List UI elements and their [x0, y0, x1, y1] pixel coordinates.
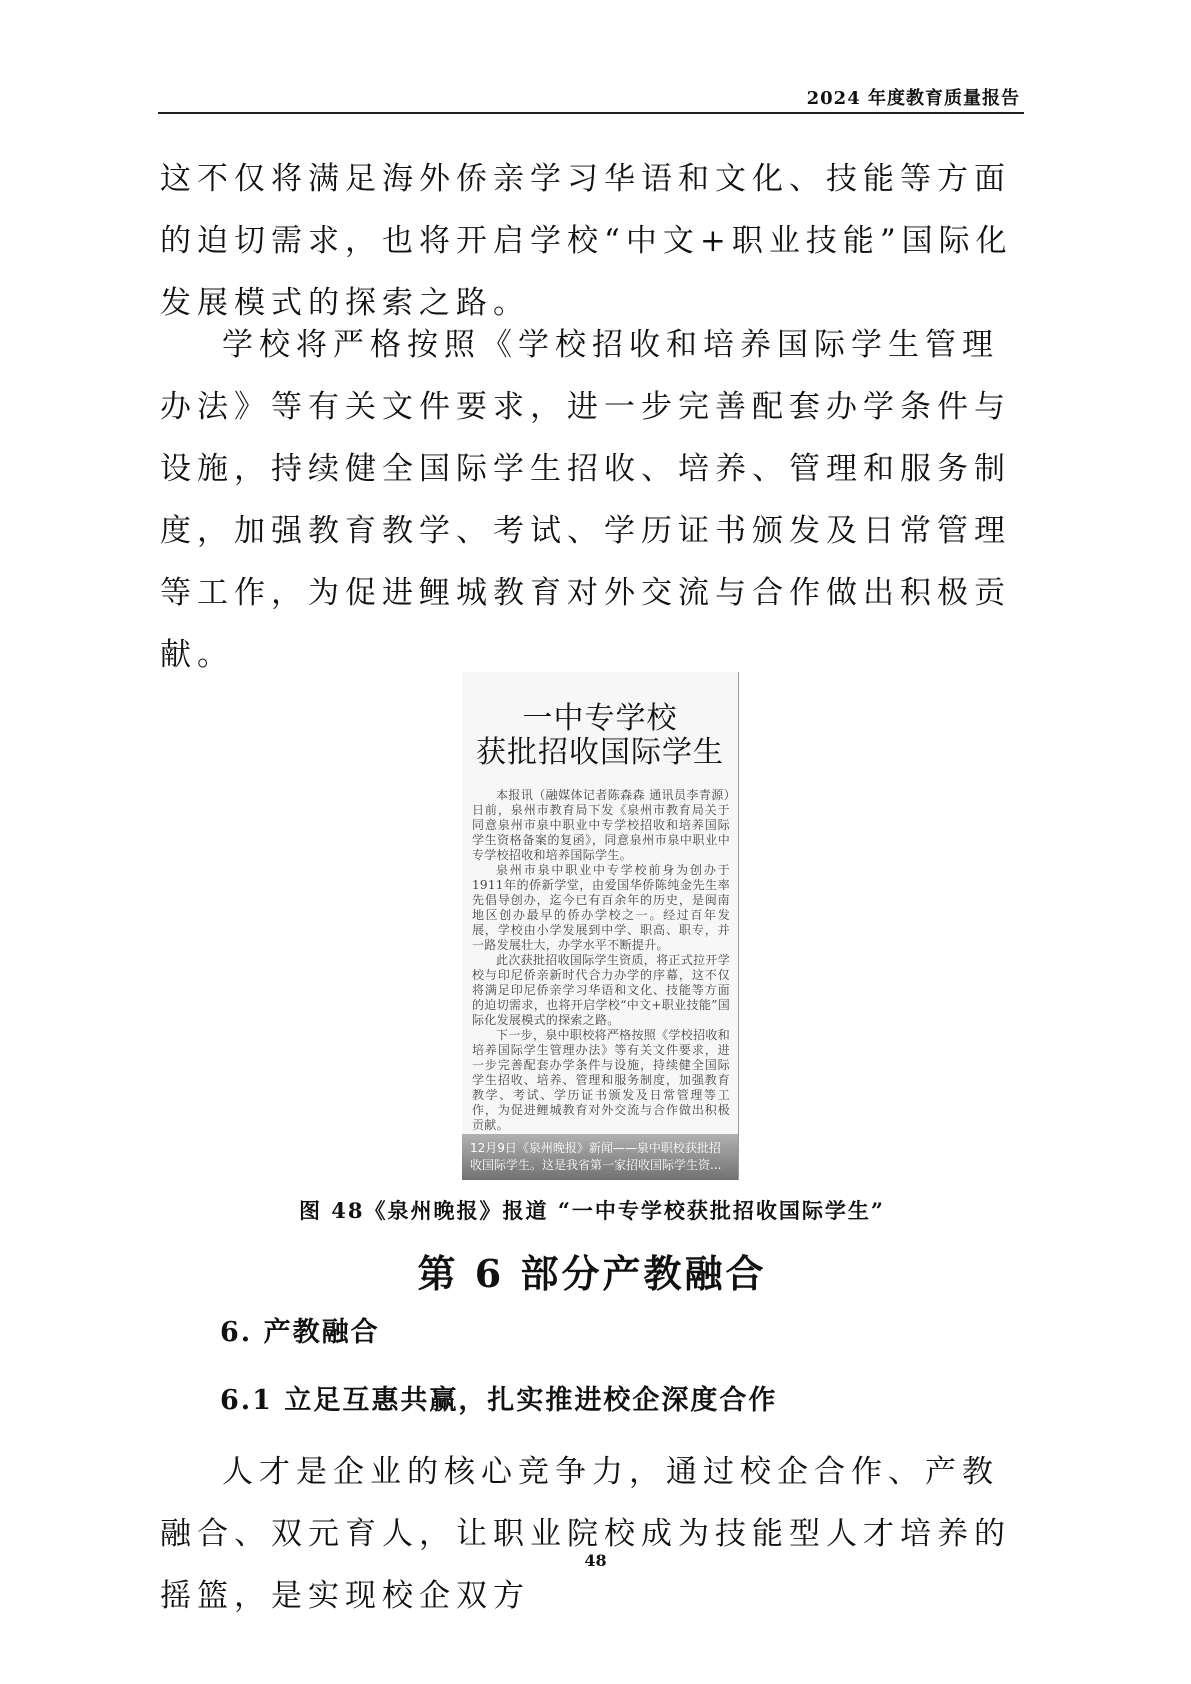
body-paragraph-2: 学校将严格按照《学校招收和培养国际学生管理办法》等有关文件要求，进一步完善配套办学条件与设施，持续健全国际学生招收、培养、管理和服务制度，加强教育教学、考试、学历证书颁发及日常管理等工作，为促进鲤城教育对外交流与合作做出积极贡献。: [160, 327, 1011, 673]
page-number: 48: [584, 1551, 607, 1570]
section-heading-6-1: 6.1 立足互惠共赢，扎实推进校企深度合作: [220, 1385, 778, 1416]
body-paragraph-3: 人才是企业的核心竞争力，通过校企合作、产教融合、双元育人，让职业院校成为技能型人才培养的摇篮，是实现校企双方: [160, 1454, 1011, 1614]
headline-line-2: 获批招收国际学生: [476, 735, 724, 770]
section-heading-6: 6. 产教融合: [220, 1317, 380, 1348]
part-title: 第 6 部分产教融合: [417, 1251, 767, 1296]
newspaper-headline: [462, 702, 738, 770]
headline-line-1: 一中专学校: [522, 701, 678, 736]
article-paragraph: 此次获批招收国际学生资质，将正式拉开学校与印尼侨亲新时代合力办学的序幕，这不仅将满足印尼侨亲学习华语和文化、技能等方面的迫切需求，也将开启学校“中文+职业技能”国际化发展模式的探索之路。: [472, 953, 730, 1027]
figure-caption: 图 48《泉州晚报》报道 “一中专学校获批招收国际学生”: [298, 1198, 885, 1223]
article-paragraph: 泉州市泉中职业中专学校前身为创办于1911年的侨新学堂，由爱国华侨陈纯金先生率先倡导创办，迄今已有百余年的历史，是闽南地区创办最早的侨办学校之一。经过百年发展，学校由小学发展到中学、职高、职专，并一路发展壮大，办学水平不断提升。: [472, 863, 730, 952]
page-header: [158, 82, 1024, 114]
newspaper-article: [472, 788, 730, 1133]
article-paragraph: 本报讯（融媒体记者陈森森 通讯员李青源）日前，泉州市教育局下发《泉州市教育局关于同意泉州市泉中职业中专学校招收和培养国际学生资格备案的复函》，同意泉州市泉中职业中专学校招收和培养国际学生。: [472, 788, 730, 862]
image-overlay-caption: 12月9日《泉州晚报》新闻——泉中职校获批招收国际学生。这是我省第一家招收国际学生资...: [462, 1134, 738, 1180]
article-paragraph: 下一步，泉中职校将严格按照《学校招收和培养国际学生管理办法》等有关文件要求，进一步完善配套办学条件与设施，持续健全国际学生招收、培养、管理和服务制度，加强教育教学、考试、学历证书颁发及日常管理等工作，为促进鲤城教育对外交流与合作做出积极贡献。: [472, 1028, 730, 1132]
report-title: 2024 年度教育质量报告: [806, 88, 1020, 109]
newspaper-clipping-image: [462, 672, 739, 1180]
body-paragraph-1: 这不仅将满足海外侨亲学习华语和文化、技能等方面的迫切需求，也将开启学校“中文+职业技能”国际化发展模式的探索之路。: [160, 161, 1013, 321]
